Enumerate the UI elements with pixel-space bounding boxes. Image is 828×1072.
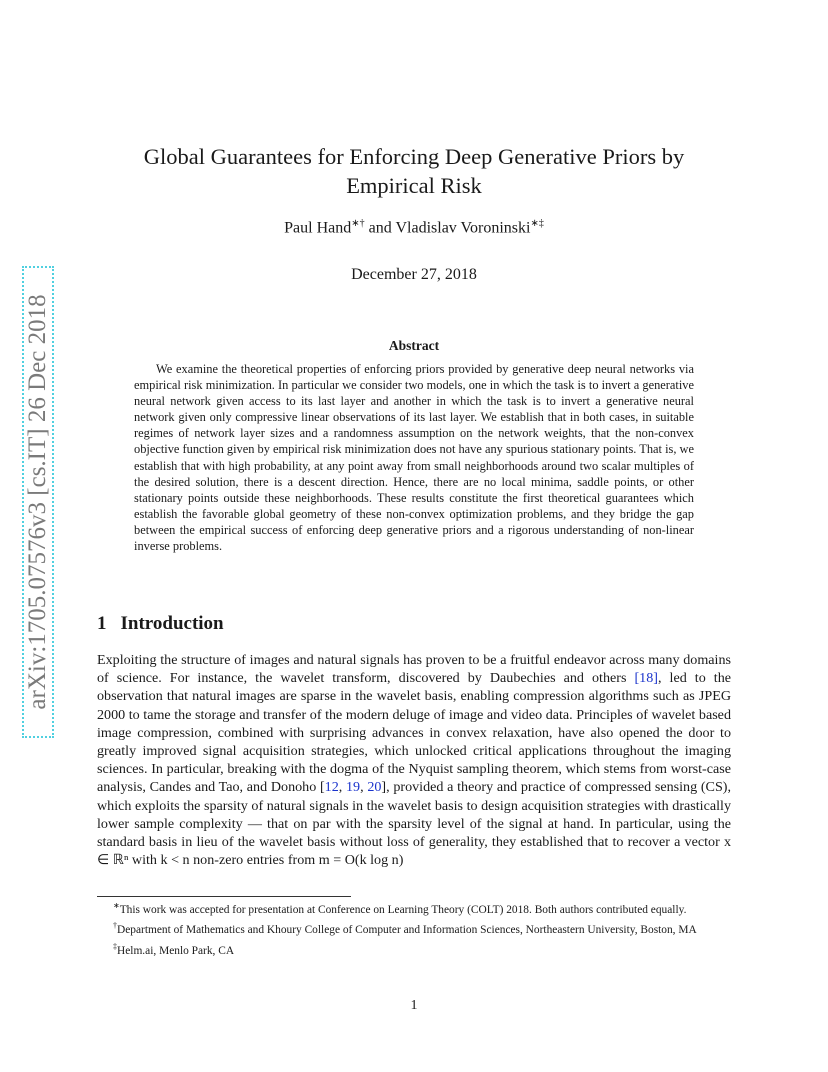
footnote-mark: ‡ <box>113 941 117 951</box>
author-name: Vladislav Voroninski <box>395 219 531 237</box>
arxiv-identifier-stamp <box>22 266 54 738</box>
abstract-heading: Abstract <box>388 338 440 353</box>
footnote-mark: ∗ <box>113 901 120 910</box>
footnotes <box>97 898 731 959</box>
citation-link[interactable]: 12 <box>324 779 339 796</box>
section-number: 1 <box>97 613 107 634</box>
abstract-body: We examine the theoretical properties of enforcing priors provided by generative deep neural networks via empirical risk minimization. In particular we consider two models, one in which the task is to invert a generative neural network given access to its last layer and another in which the task is to invert a generative neural network given only compressive linear observations of its last layer. We establish that in both cases, in suitable regimes of network layer sizes and a randomness assumption on the network weights, that the non-convex objective function given by empirical risk minimization does not have any spurious stationary points. That is, we establish that with high probability, at any point away from small neighborhoods around two scalar multiples of the desired solution, there is a descent direction. Hence, there are no local minima, saddle points, or other stationary points outside these neighborhoods. These results constitute the first theoretical guarantees which establish the favorable global geometry of these non-convex optimization problems, and they bridge the gap between the empirical success of enforcing deep generative priors and a rigorous understanding of non-linear inverse problems. <box>134 362 694 554</box>
section-title: Introduction <box>120 613 224 634</box>
arxiv-identifier-text: arXiv:1705.07576v3 [cs.IT] 26 Dec 2018 <box>24 294 51 710</box>
citation-link[interactable]: [18] <box>634 670 658 687</box>
author-affiliation-marks: ∗† <box>351 218 365 229</box>
author-list <box>100 218 728 237</box>
citation-separator: , <box>338 779 346 796</box>
footnote-text: This work was accepted for presentation at Conference on Learning Theory (COLT) 2018. Both authors contributed equally. <box>119 903 687 916</box>
publication-date: December 27, 2018 <box>351 266 477 283</box>
footnote <box>97 939 731 959</box>
author-affiliation-marks: ∗‡ <box>530 218 544 229</box>
paper-title <box>100 142 728 200</box>
paragraph-text: Exploiting the structure of images and natural signals has proven to be a fruitful endeavor across many domains of science. For instance, the wavelet transform, discovered by Daubechies and others <box>97 652 731 687</box>
page-number: 1 <box>410 998 418 1013</box>
footnote <box>97 918 731 938</box>
citation-separator: , <box>360 779 368 796</box>
paper-title-line-1: Global Guarantees for Enforcing Deep Generative Priors by <box>143 144 685 169</box>
footnote-divider <box>97 896 351 897</box>
paragraph-text: , led to the observation that natural images are sparse in the wavelet basis, enabling compression algorithms such as JPEG 2000 to tame the storage and transfer of the modern deluge of image and video data. Principles of wavelet based image compression, combined with surprising advances in convex relaxation, have also opened the door to greatly improved signal acquisition strategies, which unlocked critical applications throughout the imaging sciences. In particular, breaking with the dogma of the Nyquist sampling theorem, which stems from worst-case analysis, Candes and Tao, and Donoho [ <box>97 670 731 796</box>
footnote-mark: † <box>113 921 117 931</box>
paper-title-line-2: Empirical Risk <box>346 173 482 198</box>
author-name: Paul Hand <box>284 219 352 237</box>
author-conjunction: and <box>364 219 396 237</box>
introduction-paragraph <box>97 651 731 869</box>
footnote-text: Helm.ai, Menlo Park, CA <box>117 944 235 957</box>
paragraph-text: ], provided a theory and practice of compressed sensing (CS), which exploits the sparsity of natural signals in the wavelet basis to design acquisition strategies with drastically lower sample complexity — that on par with the sparsity level of the signal at hand. In particular, using the standard basis in lieu of the wavelet basis without loss of generality, they established that to recover a vector x ∈ ℝⁿ with k < n non-zero entries from m = O(k log n) <box>97 779 732 869</box>
footnote <box>97 898 731 918</box>
citation-link[interactable]: 20 <box>367 779 382 796</box>
citation-link[interactable]: 19 <box>346 779 361 796</box>
footnote-text: Department of Mathematics and Khoury College of Computer and Information Sciences, Northeastern University, Boston, MA <box>117 924 697 937</box>
section-heading <box>97 613 224 635</box>
